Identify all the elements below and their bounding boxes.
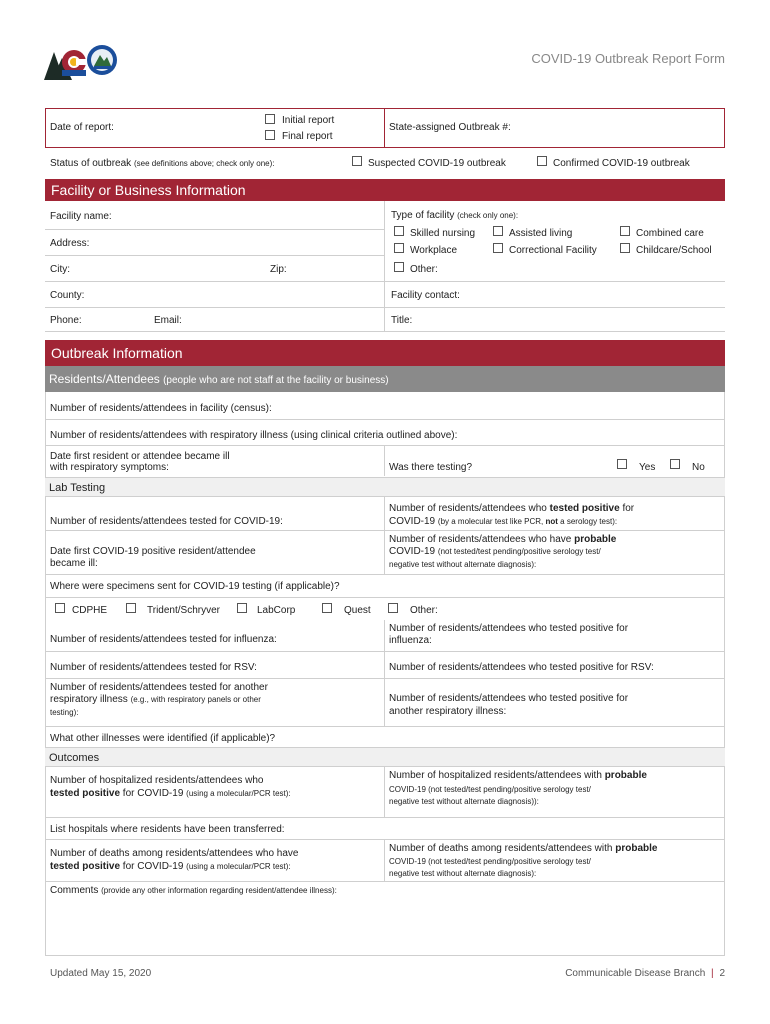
hosp-probable-line-1: Number of hospitalized residents/attendees with probable (389, 770, 647, 781)
final-report-label: Final report (282, 131, 333, 142)
date-first-positive-line-1: Date first COVID-19 positive resident/attendee (50, 546, 256, 557)
suspected-label: Suspected COVID-19 outbreak (368, 158, 506, 169)
facility-type-label: Type of facility (check only one): (391, 210, 519, 221)
hosp-probable-line-2: COVID-19 (not tested/test pending/positive serology test/ (389, 785, 591, 794)
skilled-nursing-label: Skilled nursing (410, 228, 476, 239)
probable-line-1: Number of residents/attendees who have probable (389, 534, 617, 545)
form-title: COVID-19 Outbreak Report Form (531, 51, 725, 66)
other-illnesses-label: What other illnesses were identified (if applicable)? (50, 733, 276, 744)
positive-other-line-2: another respiratory illness: (389, 706, 507, 717)
childcare-label: Childcare/School (636, 245, 712, 256)
probable-line-2: COVID-19 (not tested/test pending/positive serology test/ (389, 546, 601, 557)
cdphe-checkbox[interactable] (55, 603, 65, 613)
contact-title-label: Title: (391, 315, 413, 326)
facility-other-checkbox[interactable] (394, 262, 404, 272)
residents-header: Residents/Attendees (people who are not staff at the facility or business) (45, 366, 725, 392)
date-first-ill-label-1: Date first resident or attendee became ill (50, 451, 230, 462)
phone-label: Phone: (50, 315, 82, 326)
correctional-checkbox[interactable] (493, 243, 503, 253)
quest-checkbox[interactable] (322, 603, 332, 613)
tested-positive-line-2: COVID-19 (by a molecular test like PCR, not a serology test): (389, 516, 618, 527)
labcorp-checkbox[interactable] (237, 603, 247, 613)
status-label: Status of outbreak (see definitions above; check only one): (50, 158, 275, 169)
hospitalized-line-1: Number of hospitalized residents/attendees who (50, 775, 264, 786)
date-first-ill-label-2: with respiratory symptoms: (50, 462, 169, 473)
positive-rsv-label: Number of residents/attendees who tested positive for RSV: (389, 662, 654, 673)
testing-no-label: No (692, 462, 705, 473)
colorado-logo (44, 44, 89, 80)
respiratory-label: Number of residents/attendees with respiratory illness (using clinical criteria outlined above): (50, 430, 458, 441)
deaths-probable-line-3: negative test without alternate diagnosis): (389, 869, 537, 878)
testing-yes-label: Yes (639, 462, 656, 473)
email-label: Email: (154, 315, 182, 326)
suspected-checkbox[interactable] (352, 156, 362, 166)
date-of-report-label: Date of report: (50, 122, 114, 133)
facility-other-label: Other: (410, 264, 438, 275)
census-label: Number of residents/attendees in facility (census): (50, 403, 272, 414)
positive-flu-line-1: Number of residents/attendees who tested positive for (389, 623, 629, 634)
correctional-label: Correctional Facility (509, 245, 597, 256)
deaths-line-2: tested positive for COVID-19 (using a molecular/PCR test): (50, 861, 291, 872)
lab-other-label: Other: (410, 605, 438, 616)
tested-rsv-label: Number of residents/attendees tested for RSV: (50, 662, 257, 673)
specimens-label: Where were specimens sent for COVID-19 testing (if applicable)? (50, 581, 340, 592)
combined-care-label: Combined care (636, 228, 704, 239)
address-label: Address: (50, 238, 90, 249)
trident-label: Trident/Schryver (147, 605, 220, 616)
initial-report-label: Initial report (282, 115, 335, 126)
county-label: County: (50, 290, 85, 301)
hosp-probable-line-3: negative test without alternate diagnosis)): (389, 797, 539, 806)
confirmed-checkbox[interactable] (537, 156, 547, 166)
tested-flu-label: Number of residents/attendees tested for influenza: (50, 634, 277, 645)
quest-label: Quest (344, 605, 371, 616)
deaths-probable-line-2: COVID-19 (not tested/test pending/positive serology test/ (389, 857, 591, 866)
comments-field[interactable] (46, 900, 724, 954)
workplace-label: Workplace (410, 245, 458, 256)
lab-testing-header: Lab Testing (45, 477, 725, 497)
combined-care-checkbox[interactable] (620, 226, 630, 236)
trident-checkbox[interactable] (126, 603, 136, 613)
city-label: City: (50, 264, 70, 275)
cdphe-seal (86, 44, 118, 76)
initial-report-checkbox[interactable] (265, 114, 275, 124)
facility-banner: Facility or Business Information (45, 179, 725, 201)
labcorp-label: LabCorp (257, 605, 296, 616)
date-first-positive-line-2: became ill: (50, 558, 98, 569)
facility-contact-label: Facility contact: (391, 290, 460, 301)
testing-no-checkbox[interactable] (670, 459, 680, 469)
tested-other-line-1: Number of residents/attendees tested for another (50, 682, 268, 693)
positive-other-line-1: Number of residents/attendees who tested positive for (389, 693, 629, 704)
was-testing-label: Was there testing? (389, 462, 473, 473)
skilled-nursing-checkbox[interactable] (394, 226, 404, 236)
report-box (45, 108, 725, 148)
zip-label: Zip: (270, 264, 287, 275)
hospitalized-line-2: tested positive for COVID-19 (using a molecular/PCR test): (50, 788, 291, 799)
outcomes-header: Outcomes (45, 747, 725, 767)
probable-line-3: negative test without alternate diagnosis): (389, 560, 537, 569)
final-report-checkbox[interactable] (265, 130, 275, 140)
hospitals-label: List hospitals where residents have been transferred: (50, 824, 285, 835)
childcare-checkbox[interactable] (620, 243, 630, 253)
assisted-living-checkbox[interactable] (493, 226, 503, 236)
outbreak-banner: Outbreak Information (45, 340, 725, 366)
deaths-probable-line-1: Number of deaths among residents/attendees with probable (389, 843, 658, 854)
updated-date: Updated May 15, 2020 (50, 968, 152, 979)
workplace-checkbox[interactable] (394, 243, 404, 253)
testing-yes-checkbox[interactable] (617, 459, 627, 469)
cdphe-label: CDPHE (72, 605, 108, 616)
tested-other-line-3: testing): (50, 708, 79, 717)
footer-branch: Communicable Disease Branch | 2 (565, 968, 725, 979)
confirmed-label: Confirmed COVID-19 outbreak (553, 158, 690, 169)
comments-label: Comments (provide any other information regarding resident/attendee illness): (50, 885, 337, 896)
tested-covid-label: Number of residents/attendees tested for COVID-19: (50, 516, 283, 527)
positive-flu-line-2: influenza: (389, 635, 432, 646)
lab-other-checkbox[interactable] (388, 603, 398, 613)
tested-other-line-2: respiratory illness (e.g., with respiratory panels or other (50, 694, 261, 705)
tested-positive-line-1: Number of residents/attendees who tested positive for (389, 503, 635, 514)
state-outbreak-label: State-assigned Outbreak #: (389, 122, 511, 133)
assisted-living-label: Assisted living (509, 228, 573, 239)
facility-name-label: Facility name: (50, 211, 112, 222)
deaths-line-1: Number of deaths among residents/attendees who have (50, 848, 299, 859)
